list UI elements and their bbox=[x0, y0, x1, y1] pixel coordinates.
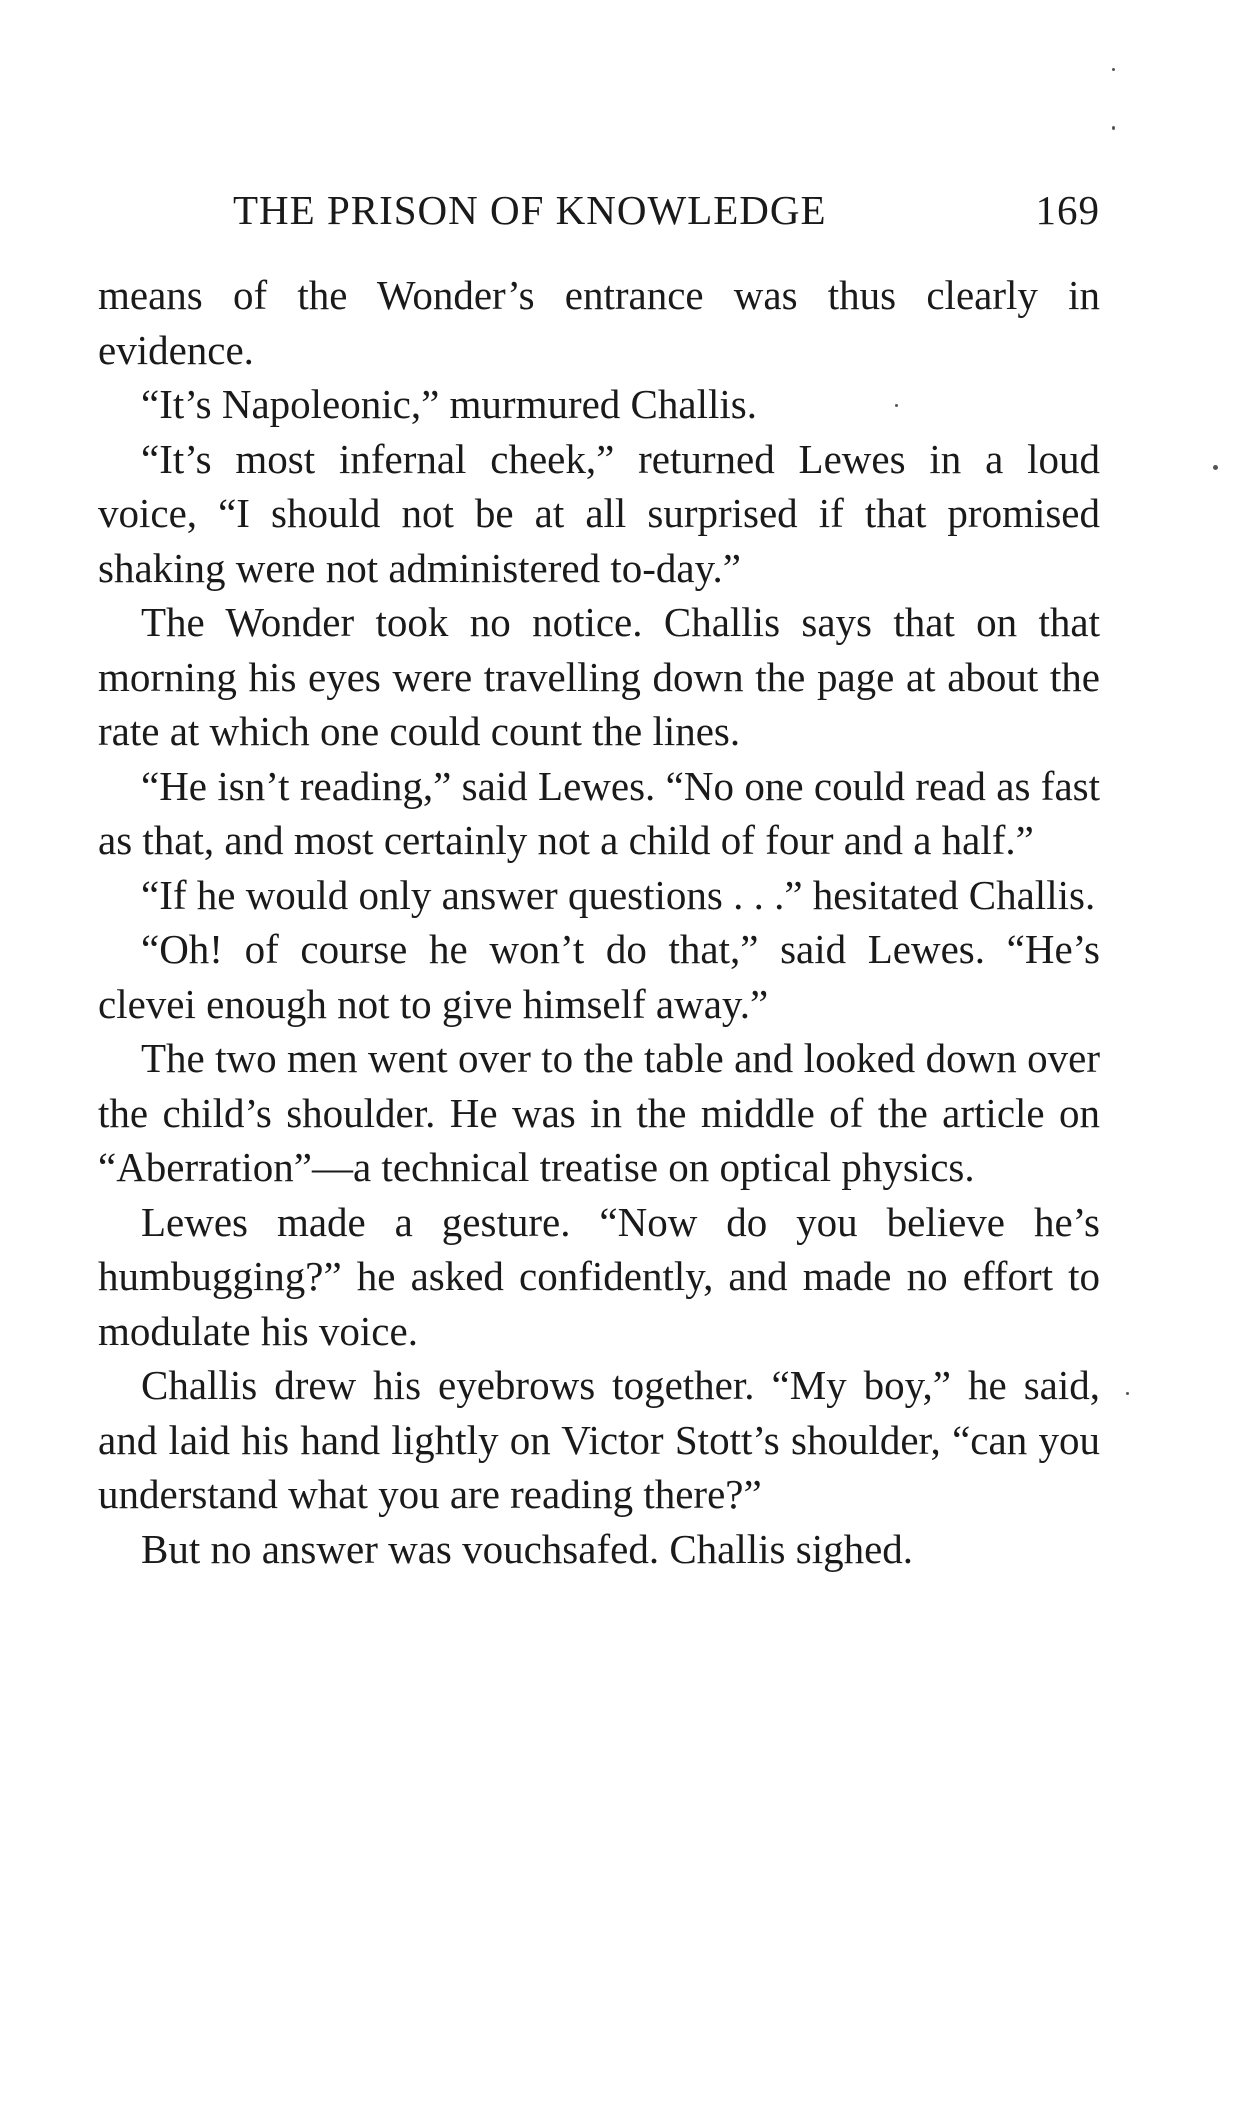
paragraph: Challis drew his eyebrows together. “My boy,” he said, and laid his hand lightly on Victor Stott’s shoulder, “can you understand what you are reading there?” bbox=[98, 1362, 1100, 1517]
body-text bbox=[98, 268, 1100, 1576]
scan-speck bbox=[1112, 126, 1115, 130]
paragraph: Lewes made a gesture. “Now do you believe he’s humbugging?” he asked confidently, and made no effort to modulate his voice. bbox=[98, 1198, 1100, 1354]
paragraph: “If he would only answer questions . . .” hesitated Challis. bbox=[141, 871, 1096, 918]
paragraph: “He isn’t reading,” said Lewes. “No one could read as fast as that, and most certainly not a child of four and a half.” bbox=[98, 762, 1100, 863]
scan-speck bbox=[1213, 465, 1218, 470]
paragraph: “Oh! of course he won’t do that,” said Lewes. “He’s clevei enough not to give himself away.” bbox=[98, 926, 1100, 1027]
paragraph: But no answer was vouchsafed. Challis sighed. bbox=[141, 1525, 914, 1572]
scan-speck bbox=[1112, 68, 1115, 71]
paragraph: “It’s Napoleonic,” murmured Challis. bbox=[141, 381, 757, 427]
paragraph: means of the Wonder’s entrance was thus clearly in evidence. bbox=[98, 272, 1100, 373]
paragraph: The two men went over to the table and looked down over the child’s shoulder. He was in the middle of the article on “Aberration”—a technical treatise on optical physics. bbox=[98, 1035, 1100, 1190]
scan-speck bbox=[895, 404, 898, 407]
paragraph: The Wonder took no notice. Challis says that on that morning his eyes were travelling down the page at about the rate at which one could count the lines. bbox=[98, 599, 1100, 754]
paragraph: “It’s most infernal cheek,” returned Lewes in a loud voice, “I should not be at all surprised if that promised shaking were not administered to-day.” bbox=[98, 435, 1100, 591]
running-title: THE PRISON OF KNOWLEDGE bbox=[233, 187, 827, 233]
page-number: 169 bbox=[1035, 187, 1100, 233]
scan-speck bbox=[1126, 1392, 1129, 1395]
running-head bbox=[233, 186, 1100, 246]
